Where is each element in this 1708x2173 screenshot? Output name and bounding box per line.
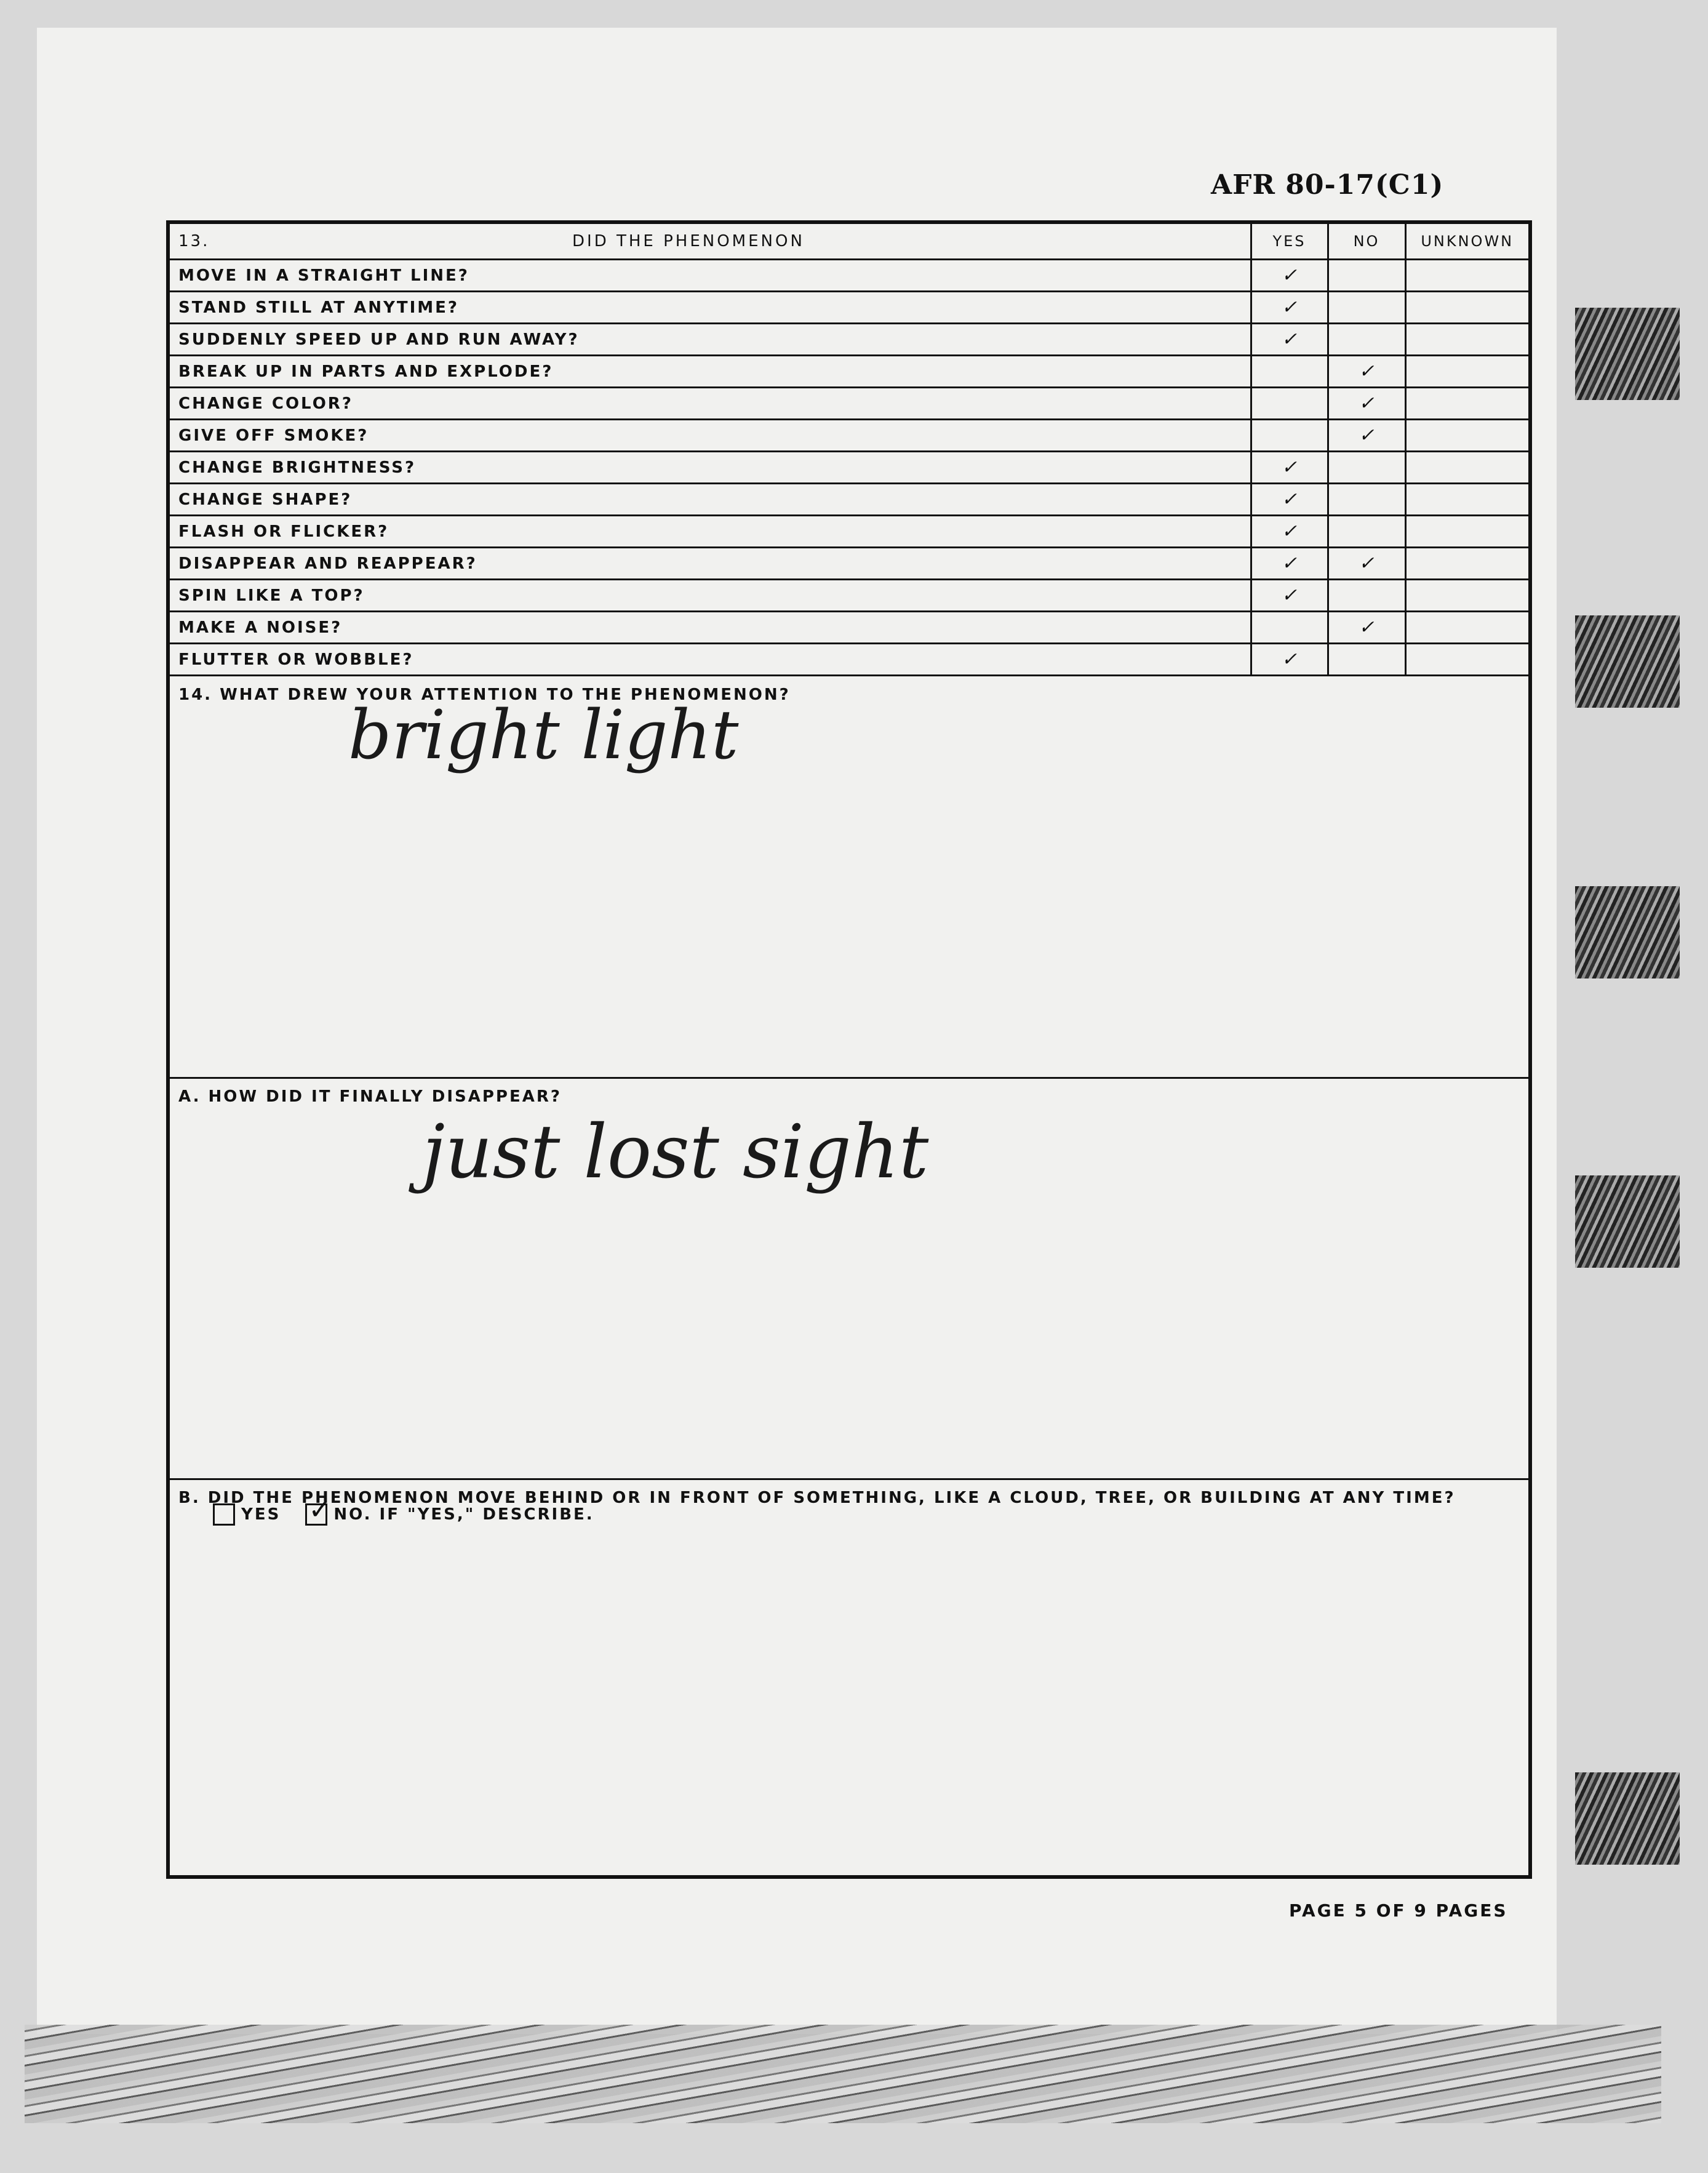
unknown-cell[interactable] [1405, 356, 1528, 388]
unknown-cell[interactable] [1405, 452, 1528, 484]
unknown-cell[interactable] [1405, 388, 1528, 420]
question-number: 13. [178, 232, 210, 250]
unknown-cell[interactable] [1405, 612, 1528, 644]
page-number: PAGE 5 OF 9 PAGES [1289, 1900, 1508, 1921]
unknown-cell[interactable] [1405, 292, 1528, 324]
scan-texture [1575, 1175, 1680, 1268]
row-label: FLASH OR FLICKER? [170, 516, 1251, 548]
yes-cell[interactable] [1251, 356, 1328, 388]
scan-texture [1575, 615, 1680, 708]
column-yes-header: YES [1251, 224, 1328, 260]
scan-noise [25, 2025, 1661, 2123]
yes-cell[interactable]: ✓ [1251, 260, 1328, 292]
no-cell[interactable]: ✓ [1328, 612, 1405, 644]
yes-checkbox-label: YES [241, 1505, 281, 1524]
no-checkbox[interactable] [305, 1503, 327, 1526]
scan-texture [1575, 308, 1680, 400]
row-label: CHANGE BRIGHTNESS? [170, 452, 1251, 484]
no-cell[interactable] [1328, 644, 1405, 676]
question-13-row [170, 516, 1528, 548]
question-13-header [170, 224, 1528, 260]
question-13-row [170, 484, 1528, 516]
yes-cell[interactable] [1251, 388, 1328, 420]
no-cell[interactable] [1328, 292, 1405, 324]
question-a-handwritten-answer: just lost sight [422, 1110, 929, 1195]
question-b-section [170, 1478, 1528, 1876]
yes-cell[interactable]: ✓ [1251, 644, 1328, 676]
question-13-row [170, 356, 1528, 388]
question-13-row [170, 324, 1528, 356]
no-cell[interactable] [1328, 580, 1405, 612]
no-cell[interactable]: ✓ [1328, 356, 1405, 388]
yes-cell[interactable] [1251, 612, 1328, 644]
no-checkbox-label: NO. IF "YES," DESCRIBE. [333, 1505, 594, 1524]
question-title: DID THE PHENOMENON [572, 232, 805, 250]
yes-cell[interactable]: ✓ [1251, 580, 1328, 612]
unknown-cell[interactable] [1405, 516, 1528, 548]
unknown-cell[interactable] [1405, 324, 1528, 356]
row-label: CHANGE SHAPE? [170, 484, 1251, 516]
yes-cell[interactable]: ✓ [1251, 548, 1328, 580]
yes-cell[interactable]: ✓ [1251, 452, 1328, 484]
question-a-label: A. HOW DID IT FINALLY DISAPPEAR? [178, 1087, 562, 1106]
row-label: GIVE OFF SMOKE? [170, 420, 1251, 452]
column-no-header: NO [1328, 224, 1405, 260]
yes-cell[interactable]: ✓ [1251, 516, 1328, 548]
unknown-cell[interactable] [1405, 484, 1528, 516]
question-13-row [170, 260, 1528, 292]
question-13-row [170, 612, 1528, 644]
unknown-cell[interactable] [1405, 580, 1528, 612]
row-label: FLUTTER OR WOBBLE? [170, 644, 1251, 676]
yes-cell[interactable] [1251, 420, 1328, 452]
row-label: MOVE IN A STRAIGHT LINE? [170, 260, 1251, 292]
questionnaire-form [166, 220, 1532, 1879]
question-14-handwritten-answer: bright light [348, 695, 739, 774]
row-label: STAND STILL AT ANYTIME? [170, 292, 1251, 324]
question-13-row [170, 548, 1528, 580]
yes-cell[interactable]: ✓ [1251, 292, 1328, 324]
unknown-cell[interactable] [1405, 260, 1528, 292]
no-cell[interactable] [1328, 324, 1405, 356]
no-cell[interactable]: ✓ [1328, 548, 1405, 580]
question-13-title [170, 224, 1251, 260]
no-cell[interactable] [1328, 260, 1405, 292]
row-label: MAKE A NOISE? [170, 612, 1251, 644]
row-label: CHANGE COLOR? [170, 388, 1251, 420]
no-cell[interactable]: ✓ [1328, 388, 1405, 420]
question-13-table [170, 224, 1528, 676]
question-a-section [170, 1077, 1528, 1478]
no-cell[interactable] [1328, 516, 1405, 548]
yes-checkbox[interactable] [213, 1503, 235, 1526]
yes-cell[interactable]: ✓ [1251, 484, 1328, 516]
unknown-cell[interactable] [1405, 644, 1528, 676]
row-label: DISAPPEAR AND REAPPEAR? [170, 548, 1251, 580]
unknown-cell[interactable] [1405, 420, 1528, 452]
no-cell[interactable] [1328, 484, 1405, 516]
row-label: BREAK UP IN PARTS AND EXPLODE? [170, 356, 1251, 388]
no-cell[interactable] [1328, 452, 1405, 484]
no-cell[interactable]: ✓ [1328, 420, 1405, 452]
question-14-section [170, 677, 1528, 1077]
row-label: SPIN LIKE A TOP? [170, 580, 1251, 612]
question-b-label: B. DID THE PHENOMENON MOVE BEHIND OR IN FRONT OF SOMETHING, LIKE A CLOUD, TREE, OR BUILDING AT ANY TIME? [178, 1489, 1456, 1507]
question-14-label: 14. WHAT DREW YOUR ATTENTION TO THE PHENOMENON? [178, 686, 791, 704]
question-13-row [170, 420, 1528, 452]
unknown-cell[interactable] [1405, 548, 1528, 580]
adjacent-page-edge [1575, 62, 1680, 2068]
question-b-options [213, 1503, 594, 1526]
question-13-row [170, 644, 1528, 676]
row-label: SUDDENLY SPEED UP AND RUN AWAY? [170, 324, 1251, 356]
column-unknown-header: UNKNOWN [1405, 224, 1528, 260]
form-identifier: AFR 80-17(C1) [1211, 169, 1444, 201]
scan-texture [1575, 886, 1680, 978]
question-13-row [170, 388, 1528, 420]
question-13-row [170, 580, 1528, 612]
scan-texture [1575, 1772, 1680, 1865]
question-13-row [170, 292, 1528, 324]
question-13-row [170, 452, 1528, 484]
yes-cell[interactable]: ✓ [1251, 324, 1328, 356]
